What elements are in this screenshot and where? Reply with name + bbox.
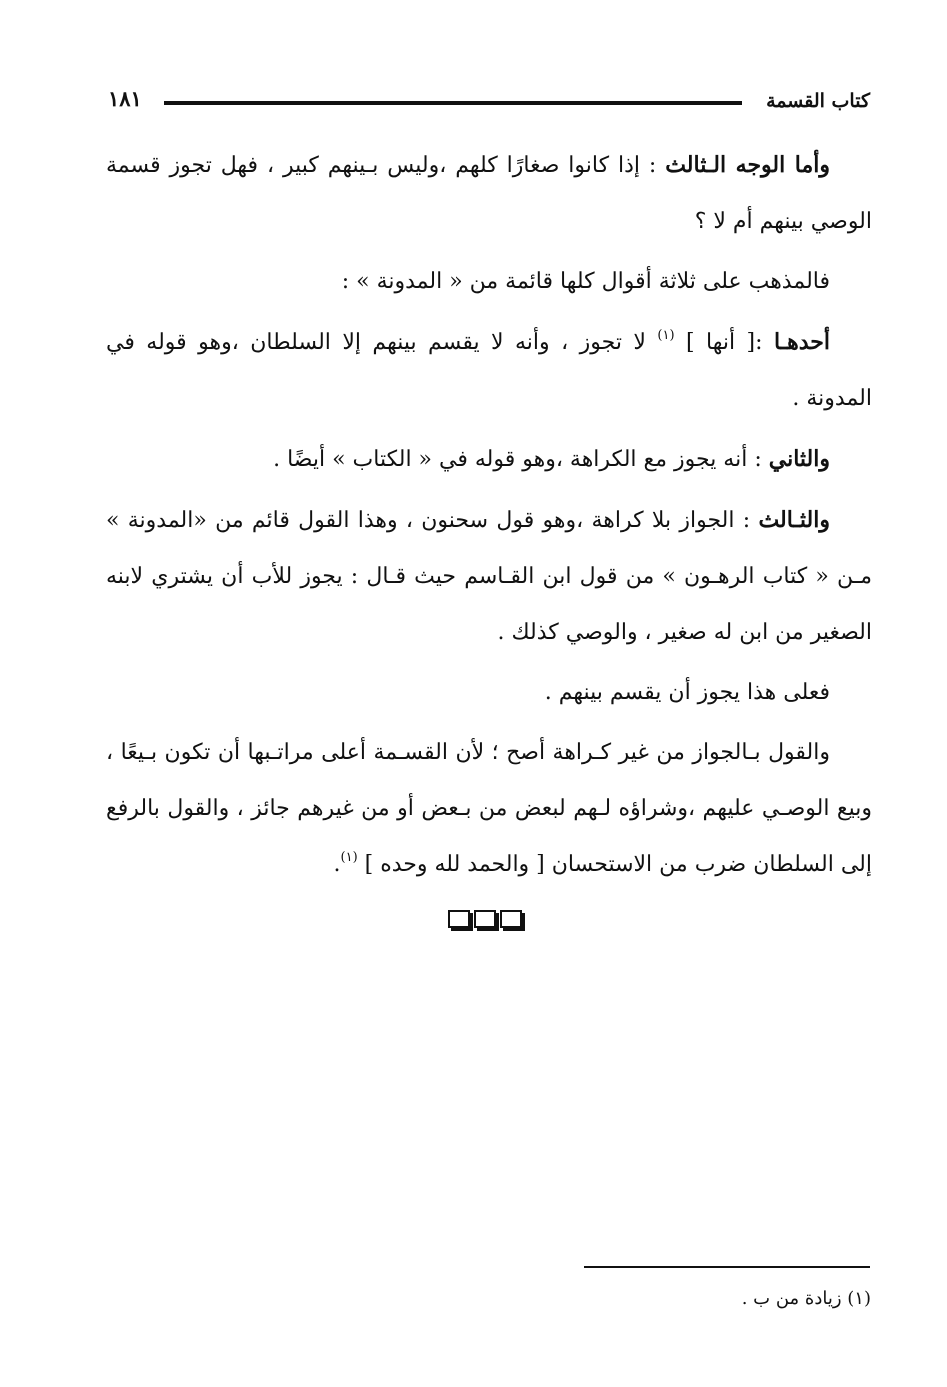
paragraph-7 bbox=[106, 725, 872, 893]
footnote-separator bbox=[584, 1266, 870, 1268]
paragraph-3-lead: أحدهـا bbox=[773, 329, 830, 355]
paragraph-4-lead: والثاني bbox=[768, 446, 830, 472]
main-text bbox=[106, 137, 872, 897]
page-header bbox=[108, 86, 870, 126]
paragraph-1 bbox=[106, 137, 872, 250]
ornament-square bbox=[448, 910, 470, 928]
chapter-title: كتاب القسمة bbox=[766, 90, 870, 112]
section-end-ornament bbox=[448, 910, 528, 934]
footnote-marker: (١) bbox=[657, 328, 675, 343]
ornament-square bbox=[500, 910, 522, 928]
ornament-square bbox=[474, 910, 496, 928]
paragraph-2: فالمذهب على ثلاثة أقوال كلها قائمة من « المدونة » : bbox=[341, 269, 830, 294]
paragraph-7-text: والقول بـالجواز من غير كـراهة أصح ؛ لأن القسـمة أعلى مراتـبها أن تكون بـيعًا ، وبيع الوصـي عليهم ،وشراؤه لـهم لبعض من بـعض أو من غيرهم جائز ، والقول بالرفع إلى السلطان ضرب من الاستحسان [ والحمد لله وحده ] bbox=[106, 740, 872, 877]
header-rule bbox=[164, 101, 742, 105]
paragraph-5-text: : الجواز بلا كراهة ،وهو قول سحنون ، وهذا القول قائم من «المدونة » مـن « كتاب الرهـون » من قول ابن القـاسم حيث قـال : يجوز للأب أن يشتري لابنه الصغير من ابن له صغير ، والوصي كذلك . bbox=[106, 508, 872, 645]
paragraph-3-text-b: لا تجوز ، وأنه لا يقسم بينهم إلا السلطان ،وهو قوله في المدونة . bbox=[106, 330, 872, 411]
paragraph-1-lead: وأما الوجه الـثالث bbox=[665, 152, 831, 178]
paragraph-5 bbox=[106, 492, 872, 661]
paragraph-5-lead: والثـالث bbox=[758, 507, 830, 533]
paragraph-3-text-a: :[ أنها ] bbox=[674, 330, 774, 355]
page-number: ١٨١ bbox=[108, 86, 142, 111]
paragraph-4 bbox=[106, 431, 872, 488]
paragraph-1-text: : إذا كانوا صغارًا كلهم ،وليس بـينهم كبير ، فهل تجوز قسمة الوصي بينهم أم لا ؟ bbox=[106, 153, 872, 234]
footnote: (١) زيادة من ب . bbox=[741, 1288, 871, 1309]
paragraph-4-text: : أنه يجوز مع الكراهة ،وهو قوله في « الكتاب » أيضًا . bbox=[273, 447, 769, 472]
footnote-marker: (١) bbox=[340, 850, 358, 865]
paragraph-3 bbox=[106, 314, 872, 427]
paragraph-6: فعلى هذا يجوز أن يقسم بينهم . bbox=[544, 680, 830, 705]
paragraph-7-end: . bbox=[333, 852, 341, 877]
